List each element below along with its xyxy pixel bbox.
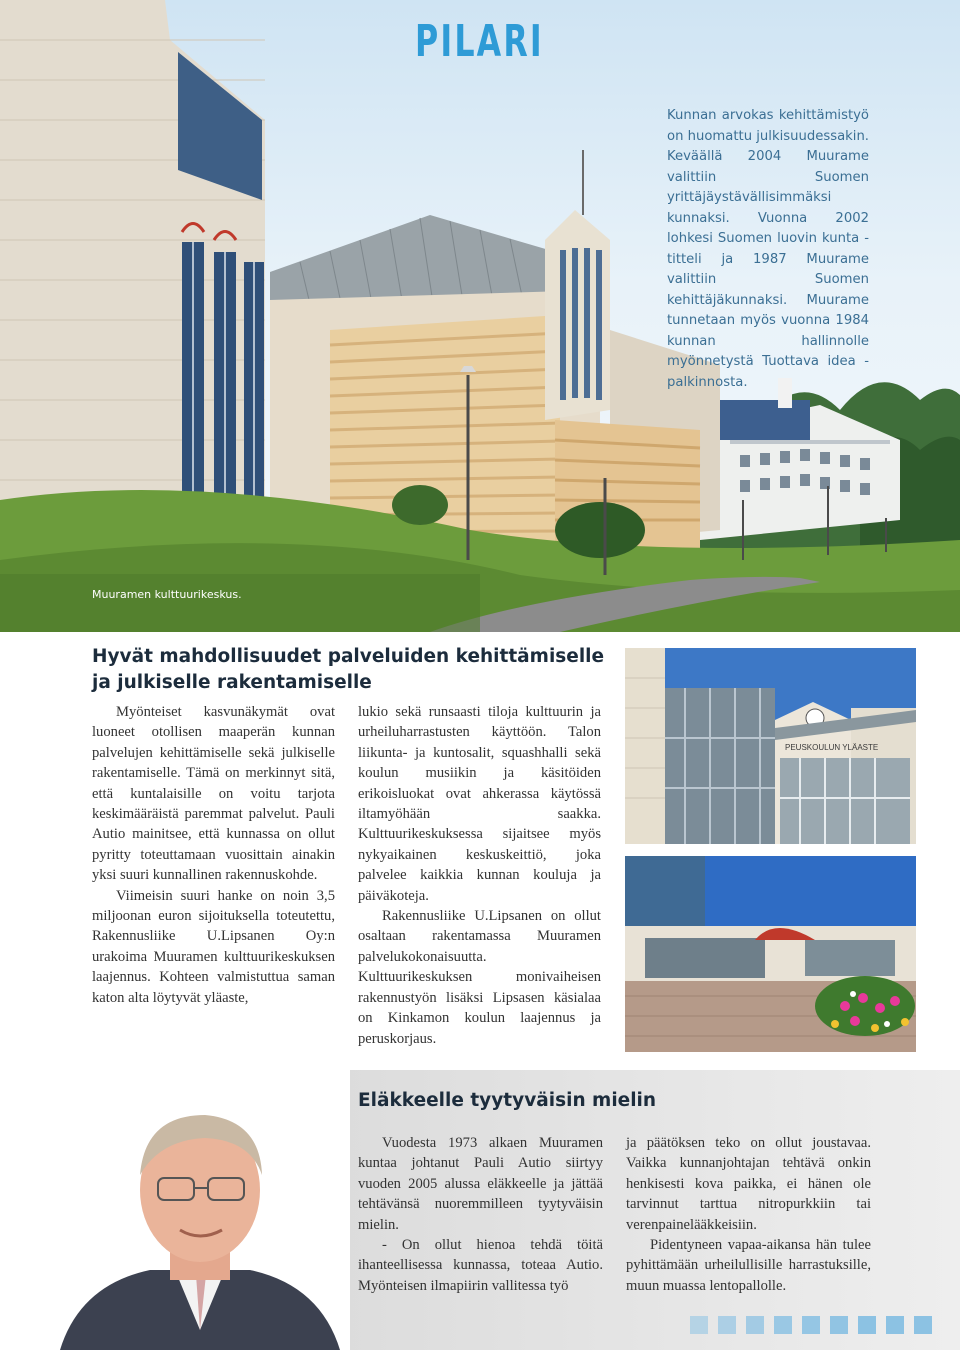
paragraph: Pidentyneen vapaa-aikansa hän tulee pyhittämään urheilullisille harrastuksille, muun muassa lentopallolle. [626, 1237, 871, 1294]
paragraph: Rakennusliike U.Lipsanen on ollut osaltaan rakentamassa Muuramen palvelukokonaisuutta. Kulttuurikeskuksen monivaiheisen rakennustyön lisäksi Lipsasen käsialaa on Kinkamon koulun laajennus ja peruskorjaus. [358, 908, 601, 1047]
paragraph: ja päätöksen teko on ollut joustavaa. Vaikka kunnanjohtajan tehtävä onkin henkisesti kova paikka, ei hänen ole tarvinnut tarttua nitropurkkiin tai verenpainelääkkeisiin. [626, 1135, 871, 1233]
photo-caption: Muuramen kulttuurikeskus. [92, 588, 242, 601]
retirement-column-2 [626, 1133, 871, 1296]
hero-caption: Kunnan arvokas kehittämistyö on huomattu julkisuudessakin. Keväällä 2004 Muurame valittiin Suomen yrittäjäystävällisimmäksi kunnaksi. Vuonna 2002 lohkesi Suomen luovin kunta -titteli ja 1987 Muurame valittiin Suomen kehittäjäkunnaksi. Muurame tunnetaan myös vuonna 1984 kunnan hallinnolle myönnetystä Tuottava idea -palkinnosta. [667, 108, 869, 390]
decor-square [830, 1316, 848, 1334]
paragraph: Vuodesta 1973 alkaen Muuramen kuntaa johtanut Pauli Autio siirtyy vuoden 2005 alussa eläkkeelle ja jättää tehtävänsä nuoremmilleen tyytyväisin mielin. [358, 1135, 603, 1233]
masthead-title: PILARI [415, 16, 544, 67]
school-sign: PEUSKOULUN YLÄASTE [785, 743, 879, 752]
retirement-heading: Eläkkeelle tyytyväisin mielin [358, 1090, 657, 1111]
paragraph: - On ollut hienoa tehdä töitä ihanteellisessa kunnassa, toteaa Autio. Myönteisen ilmapiirin vallitessa työ [358, 1237, 603, 1294]
decor-square [914, 1316, 932, 1334]
retirement-column-1 [358, 1133, 603, 1296]
decor-square [774, 1316, 792, 1334]
article-column-1 [92, 702, 335, 1008]
decor-square [802, 1316, 820, 1334]
hero-photo [0, 0, 960, 632]
decor-square [858, 1316, 876, 1334]
article-column-2 [358, 702, 601, 1049]
paragraph: Myönteiset kasvunäkymät ovat luoneet otollisen maaperän kunnan palvelujen kehittämiselle sekä julkiselle rakentamiselle. Tämä on merkinnyt sitä, että kuntalaisille on voitu tarjota keskimääräistä paremmat palvelut. Pauli Autio mainitsee, että kunnassa on ollut pyritty toteuttamaan vuosittain ainakin yksi suuri kunnallinen rakennuskohde. [92, 704, 335, 884]
portrait-photo [0, 1070, 350, 1350]
paragraph: Viimeisin suuri hanke on noin 3,5 miljoonan euron sijoituksella toteutettu, Rakennusliike U.Lipsanen Oy:n urakoima Muuramen kulttuurikeskuksen laajennus. Kohteen valmistuttua saman katon alta löytyvät yläaste, [92, 887, 335, 1006]
article-heading: Hyvät mahdollisuudet palveluiden kehittämiselle ja julkiselle rakentamiselle [92, 646, 605, 693]
courtyard-photo [625, 856, 916, 1052]
decor-square [690, 1316, 708, 1334]
decor-square [718, 1316, 736, 1334]
paragraph: lukio sekä runsaasti tiloja kulttuurin ja urheiluharrastusten käyttöön. Talon liikunta- ja kuntosalit, squashhalli sekä koulun musiikin ja käsitöiden erikoisluokat ovat ahkerassa käytössä iltamyöhään saakka. Kulttuurikeskuksessa sijaitsee myös nykyaikainen keskuskeittiö, joka palvelee kaikkia kunnan kouluja ja päiväkoteja. [358, 704, 601, 904]
decor-square [746, 1316, 764, 1334]
school-photo [625, 648, 916, 844]
decor-square [886, 1316, 904, 1334]
